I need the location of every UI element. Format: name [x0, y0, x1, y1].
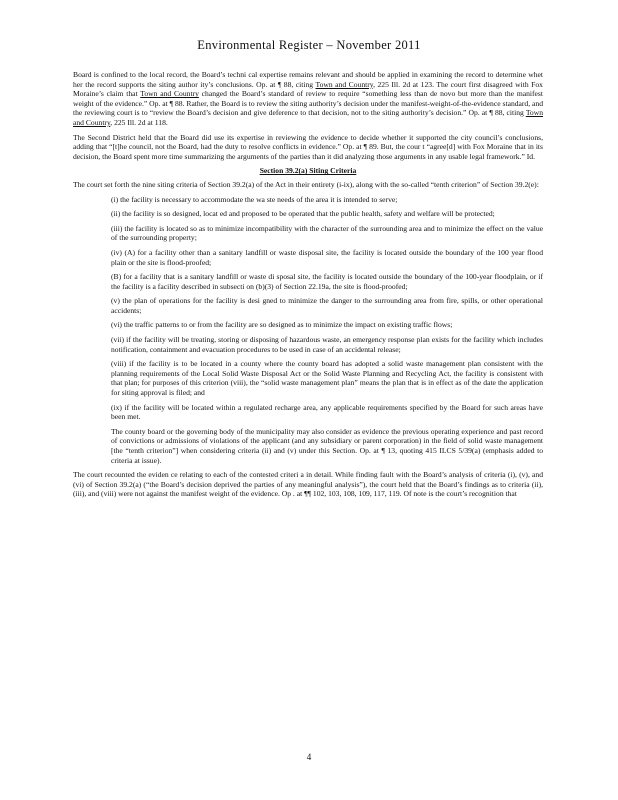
criterion-vi: (vi) the traffic patterns to or from the facility are so designed as to minimize the impact on existing traffic flows;: [111, 320, 453, 330]
criterion-ix: (ix) if the facility will be located within a regulated recharge area, any applicable requirements specified by the Board for such areas have been met.: [111, 402, 543, 422]
criterion-viii: (viii) if the facility is to be located in a county where the county board has adopted a solid waste management plan consistent with the planning requirements of the Local Solid Waste Disposal Act or the Solid Waste Planning and Recycling Act, the facility is consistent with that plan; for purposes of this criterion (viii), the “solid waste management plan” means the plan that is in effect as of the date the application for siting approval is filed; and: [111, 359, 543, 398]
case-citation: Town and Country: [315, 79, 374, 89]
paragraph-1-text-d: , 225 Ill. 2d at 118.: [110, 117, 168, 127]
paragraph-3: The court set forth the nine siting criteria of Section 39.2(a) of the Act in their entirety (i-ix), along with the so-called “tenth criterion” of Section 39.2(e):: [73, 179, 539, 189]
criterion-ii: (ii) the facility is so designed, locat ed and proposed to be operated that the public health, safety and welfare will be protected;: [111, 209, 495, 219]
criterion-v: (v) the plan of operations for the facility is desi gned to minimize the danger to the surrounding area from fire, spills, or other operational accidents;: [111, 296, 543, 315]
paragraph-2: The Second District held that the Board did use its expertise in reviewing the evidence to decide whether it supported the city council’s conclusions, adding that “[t]he council, not the Board, had the duty to resolve conflicts in evidence.” Op. at ¶ 89. But, the cour t “agree[d] with Fox Moraine that in its decision, the Board spent more time summarizing the arguments of the parties than it did analyzing those arguments in any usable legal framework.” Id.: [73, 132, 543, 161]
criterion-iii: (iii) the facility is located so as to minimize incompatibility with the character of the surrounding area and to minimize the effect on the value of the surrounding property;: [111, 223, 543, 243]
criterion-iv-a: (iv) (A) for a facility other than a sanitary landfill or waste disposal site, the facility is located outside the boundary of the 100 year flood plain or the site is flood-proofed;: [111, 247, 543, 267]
paragraph-4: The court recounted the eviden ce relating to each of the contested criteri a in detail. While finding fault with the Board’s analysis of criteria (i), (v), and (vi) of Section 39.2(a) (“the Board’s decision deprived the parties of any meaningful analysis”), the court held that the Board’s findings as to criteria (ii), (iii), and (viii) were not against the manifest weight of the evidence. Op . at ¶¶ 102, 103, 108, 109, 117, 119. Of note is the court’s recognition that: [73, 470, 543, 499]
case-citation: Town and Country: [73, 108, 543, 127]
paragraph-1-text-b: , 225 Ill. 2d at 123. The court first disagreed with Fox Moraine’s claim that: [73, 79, 543, 99]
section-heading: Section 39.2(a) Siting Criteria: [259, 166, 357, 176]
criterion-iv-b: (B) for a facility that is a sanitary landfill or waste di sposal site, the facility is located outside the boundary of the 100-year floodplain, or if the facility is a facility described in subsecti on (b)(3) of Section 22.19a, the site is flood-proofed;: [111, 272, 543, 291]
paragraph-1-text-a: Board is confined to the local record, the Board’s techni cal expertise remains relevant and should be applied in examining the record to determine whet her the record supports the siting author ity’s conclusions. Op. at ¶ 88, citing: [73, 70, 543, 89]
document-body: [73, 70, 543, 504]
tenth-criterion: The county board or the governing body of the municipality may also consider as evidence the previous operating experience and past record of convictions or admissions of violations of the applicant (and any subsidiary or parent corporation) in the field of solid waste management [the “tenth criterion”] when considering criteria (ii) and (v) under this Section. Op. at ¶ 13, quoting 415 ILCS 5/39(a) (emphasis added to criteria at issue).: [111, 426, 543, 465]
case-citation: Town and Country: [140, 89, 199, 99]
page-number: 4: [306, 752, 312, 762]
page-header: Environmental Register – November 2011: [197, 38, 421, 52]
criterion-vii: (vii) if the facility will be treating, storing or disposing of hazardous waste, an emergency response plan exists for the facility which includes notification, containment and evacuation procedures to be used in case of an accidental release;: [111, 335, 543, 354]
criterion-i: (i) the facility is necessary to accommodate the wa ste needs of the area it is intended to serve;: [111, 194, 398, 204]
paragraph-1: [73, 70, 543, 128]
paragraph-1-text-c: changed the Board’s standard of review to require “something less than de novo but more than the manifest weight of the evidence.” Op. at ¶ 88. Rather, the Board is to review the siting authority’s decision under the manifest-weight-of-the-evidence standard, and the reviewing court is to “review the Board’s decision and give deference to that decision, not to the siting authority’s decision.” Op. at ¶ 88, citing: [73, 89, 543, 118]
